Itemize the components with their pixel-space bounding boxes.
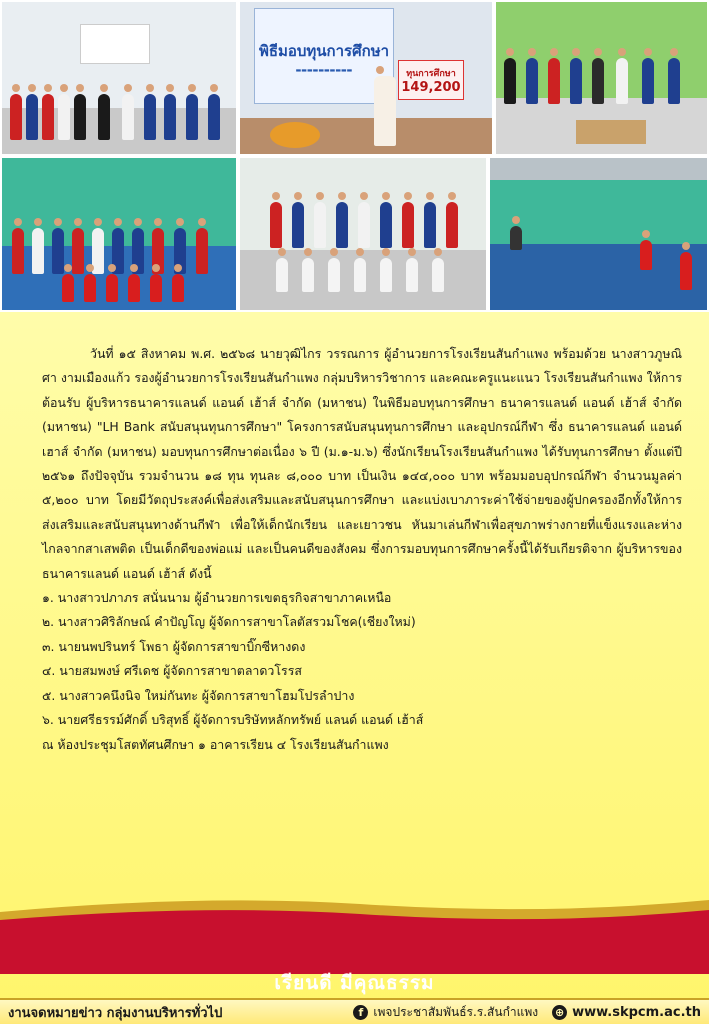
photo-gym-court: [488, 156, 709, 312]
website-link[interactable]: [552, 1005, 701, 1020]
guest-list-item: ๕. นางสาวคนึงนิจ ใหม่กันทะ ผู้จัดการสาขาโฮมโปรลำปาง: [42, 687, 355, 703]
website-label: www.skpcm.ac.th: [572, 1004, 701, 1020]
guest-list-item: ๖. นายศรีธรรม์ศักดิ์ บริสุทธิ์ ผู้จัดการบริษัทหลักทรัพย์ แลนด์ แอนด์ เฮ้าส์: [42, 712, 424, 728]
gym-roof: [490, 158, 707, 180]
footer-bar: [0, 998, 709, 1024]
facebook-icon: f: [353, 1005, 368, 1020]
table: [576, 120, 646, 144]
photo-collage: [0, 0, 709, 312]
facebook-page-label: เพจประชาสัมพันธ์ร.ร.สันกำแพง: [373, 1004, 539, 1019]
photo-seated-guests: [494, 0, 709, 156]
guest-list: [42, 586, 682, 732]
guest-list-item: ๓. นายนพปรินทร์ โพธา ผู้จัดการสาขาบิ๊กซีหางดง: [42, 638, 306, 654]
photo-gym-group: [0, 156, 238, 312]
globe-icon: ⊕: [552, 1005, 567, 1020]
cheque-amount: 149,200: [401, 79, 461, 95]
banner-title: พิธีมอบทุนการศึกษา: [258, 41, 390, 60]
scholarship-cheque: [398, 60, 464, 100]
photo-ceremony-stage: [238, 0, 494, 156]
footer-wave-decoration: [0, 894, 709, 974]
photo-group-with-cheque: [0, 0, 238, 156]
flower-decoration: [270, 122, 320, 148]
article-body: [42, 342, 682, 757]
guest-list-item: ๒. นางสาวศิริลักษณ์ คำปัญโญ ผู้จัดการสาขาโลตัสรวมโชค(เชียงใหม่): [42, 614, 416, 630]
cheque-label: ทุนการศึกษา: [406, 68, 456, 79]
guest-list-item: ๑. นางสาวปภาภร สนั่นนาม ผู้อำนวยการเขตธุรกิจสาขาภาคเหนือ: [42, 590, 392, 606]
school-slogan: เรียนดี มีคุณธรรม: [274, 972, 435, 994]
article-paragraph: วันที่ ๑๕ สิงหาคม พ.ศ. ๒๕๖๘ นายวุฒิไกร วรรณการ ผู้อำนวยการโรงเรียนสันกำแพง พร้อมด้วย นางสาวภูษณิศา งามเมืองแก้ว รองผู้อำนวยการโรงเรียนสันกำแพง กลุ่มบริหารวิชาการ และคณะครูแนะแนว โรงเรียนสันกำแพง ให้การต้อนรับ ผู้บริหารธนาคารแลนด์ แอนด์ เฮ้าส์ จำกัด (มหาชน) ในพิธีมอบทุนการศึกษา ธนาคารแลนด์ แอนด์ เฮ้าส์ จำกัด (มหาชน) "LH Bank สนับสนุนทุนการศึกษา" โครงการสนับสนุนทุนการศึกษา และอุปกรณ์กีฬา ซึ่ง ธนาคารแลนด์ แอนด์ เฮาส์ จำกัด (มหาชน) มอบทุนการศึกษาต่อเนื่อง ๖ ปี (ม.๑-ม.๖) ซึ่งนักเรียนโรงเรียนสันกำแพง ได้รับทุนการศึกษา ตั้งแต่ปี ๒๕๖๑ ถึงปัจจุบัน รวมจำนวน ๑๘ ทุน ทุนละ ๘,๐๐๐ บาท เป็นเงิน ๑๔๔,๐๐๐ บาท พร้อมมอบอุปกรณ์กีฬา จำนวนมูลค่า ๕,๒๐๐ บาท โดยมีวัตถุประสงค์เพื่อส่งเสริมและสนับสนุนการศึกษา และแบ่งเบาภาระค่าใช้จ่ายของผู้ปกครองอีกทั้งให้การส่งเสริมและสนับสนุนทางด้านกีฬา เพื่อให้เด็กนักเรียน และเยาวชน หันมาเล่นกีฬาเพื่อสุขภาพร่างกายที่แข็งแรงและห่างไกลจากสาเสพติด เป็นเด็กดีของพ่อแม่ และเป็นคนดีของสังคม ซึ่งการมอบทุนการศึกษาครั้งนี้ได้รับเกียรติจาก ผู้บริหารของธนาคารแลนด์ แอนด์ เฮ้าส์ ดังนี้: [42, 346, 682, 581]
ceremony-banner: [254, 8, 394, 104]
guest-list-item: ๔. นายสมพงษ์ ศรีเดช ผู้จัดการสาขาตลาดวโรรส: [42, 663, 302, 679]
venue-line: ณ ห้องประชุมโสตทัศนศึกษา ๑ อาคารเรียน ๔ โรงเรียนสันกำแพง: [42, 736, 389, 752]
photo-scholarship-students: [238, 156, 488, 312]
newsletter-label: งานจดหมายข่าว กลุ่มงานบริหารทั่วไป: [8, 1005, 223, 1021]
facebook-page-link[interactable]: [353, 1003, 538, 1022]
banner-subtitle-decoration: ▬▬▬▬▬▬▬▬▬▬: [295, 66, 353, 74]
